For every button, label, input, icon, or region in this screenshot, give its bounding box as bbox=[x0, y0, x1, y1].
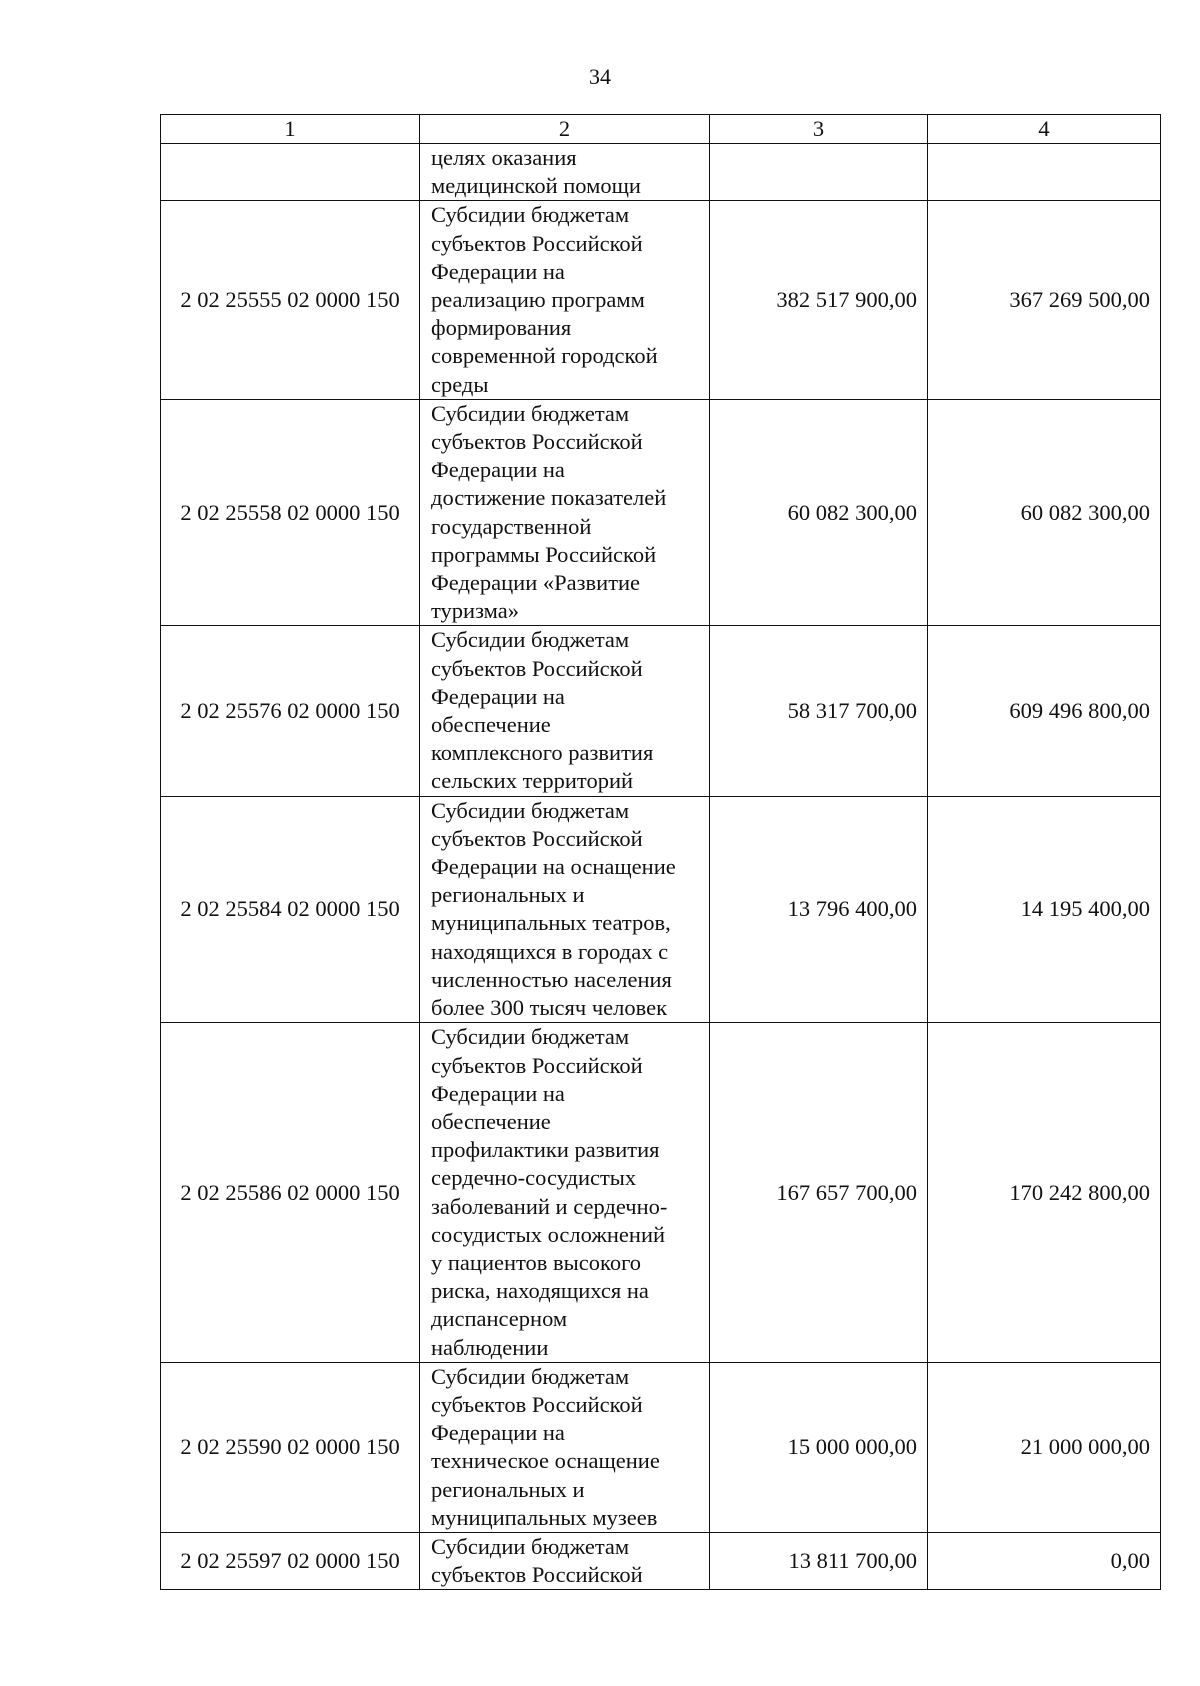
table-row bbox=[161, 796, 1161, 1023]
description-line: субъектов Российской bbox=[431, 655, 643, 681]
header-col-4: 4 bbox=[928, 115, 1161, 144]
table-body bbox=[161, 144, 1161, 1590]
description-line: региональных и bbox=[431, 882, 585, 908]
description-line: достижение показателей bbox=[431, 485, 667, 511]
header-row bbox=[161, 115, 1161, 144]
description-line: муниципальных музеев bbox=[431, 1504, 658, 1530]
description-line: субъектов Российской bbox=[431, 825, 643, 851]
page-number: 34 bbox=[589, 64, 611, 89]
description-line: Субсидии бюджетам bbox=[431, 202, 630, 228]
description-line: риска, находящихся на bbox=[431, 1278, 649, 1304]
description-line: реализацию программ bbox=[431, 287, 645, 313]
row-amount-col-4: 367 269 500,00 bbox=[928, 201, 1161, 399]
table-row bbox=[161, 399, 1161, 626]
table-row bbox=[161, 144, 1161, 201]
header-col-3: 3 bbox=[710, 115, 928, 144]
description-line: медицинской помощи bbox=[431, 173, 641, 199]
row-code: 2 02 25555 02 0000 150 bbox=[161, 201, 420, 399]
description-line: профилактики развития bbox=[431, 1137, 660, 1163]
description-line: современной городской bbox=[431, 343, 658, 369]
row-code: 2 02 25597 02 0000 150 bbox=[161, 1532, 420, 1589]
row-code: 2 02 25558 02 0000 150 bbox=[161, 399, 420, 626]
row-amount-col-3: 382 517 900,00 bbox=[710, 201, 928, 399]
description-line: Субсидии бюджетам bbox=[431, 1533, 630, 1559]
description-line: сосудистых осложнений bbox=[431, 1221, 666, 1247]
table-row bbox=[161, 1532, 1161, 1589]
row-description bbox=[420, 626, 710, 796]
row-description bbox=[420, 796, 710, 1023]
table-row bbox=[161, 626, 1161, 796]
description-line: Субсидии бюджетам bbox=[431, 1363, 630, 1389]
description-line: Федерации на bbox=[431, 683, 565, 709]
row-code: 2 02 25586 02 0000 150 bbox=[161, 1023, 420, 1362]
description-line: Субсидии бюджетам bbox=[431, 1024, 630, 1050]
description-line: наблюдении bbox=[431, 1334, 549, 1360]
row-description bbox=[420, 144, 710, 201]
row-amount-col-3: 13 811 700,00 bbox=[710, 1532, 928, 1589]
description-line: Федерации «Развитие bbox=[431, 570, 641, 596]
description-line: численностью населения bbox=[431, 966, 672, 992]
description-line: комплексного развития bbox=[431, 740, 654, 766]
row-amount-col-4: 14 195 400,00 bbox=[928, 796, 1161, 1023]
header-col-2: 2 bbox=[420, 115, 710, 144]
description-line: диспансерном bbox=[431, 1306, 568, 1332]
row-description bbox=[420, 1532, 710, 1589]
description-line: техническое оснащение bbox=[431, 1448, 660, 1474]
description-line: субъектов Российской bbox=[431, 230, 643, 256]
description-line: находящихся в городах с bbox=[431, 938, 669, 964]
description-line: сердечно-сосудистых bbox=[431, 1165, 637, 1191]
table-row bbox=[161, 1362, 1161, 1532]
row-amount-col-4 bbox=[928, 144, 1161, 201]
description-line: среды bbox=[431, 371, 489, 397]
description-line: субъектов Российской bbox=[431, 1562, 643, 1588]
table-row bbox=[161, 1023, 1161, 1362]
row-amount-col-4: 60 082 300,00 bbox=[928, 399, 1161, 626]
description-line: субъектов Российской bbox=[431, 1391, 643, 1417]
description-line: субъектов Российской bbox=[431, 429, 643, 455]
description-line: Федерации на bbox=[431, 1420, 565, 1446]
row-amount-col-3: 58 317 700,00 bbox=[710, 626, 928, 796]
row-amount-col-3: 60 082 300,00 bbox=[710, 399, 928, 626]
description-line: Федерации на bbox=[431, 1080, 565, 1106]
row-description bbox=[420, 1023, 710, 1362]
row-amount-col-3: 167 657 700,00 bbox=[710, 1023, 928, 1362]
description-line: Федерации на bbox=[431, 457, 565, 483]
description-line: Субсидии бюджетам bbox=[431, 797, 630, 823]
description-line: муниципальных театров, bbox=[431, 910, 671, 936]
row-description bbox=[420, 399, 710, 626]
row-amount-col-4: 0,00 bbox=[928, 1532, 1161, 1589]
description-line: государственной bbox=[431, 513, 592, 539]
description-line: Федерации на bbox=[431, 258, 565, 284]
description-line: региональных и bbox=[431, 1476, 585, 1502]
table-row bbox=[161, 201, 1161, 399]
row-amount-col-4: 609 496 800,00 bbox=[928, 626, 1161, 796]
table-header bbox=[161, 115, 1161, 144]
row-code: 2 02 25584 02 0000 150 bbox=[161, 796, 420, 1023]
description-line: Субсидии бюджетам bbox=[431, 400, 630, 426]
row-amount-col-3 bbox=[710, 144, 928, 201]
budget-revenue-table bbox=[160, 114, 1161, 1590]
row-description bbox=[420, 1362, 710, 1532]
row-amount-col-3: 13 796 400,00 bbox=[710, 796, 928, 1023]
row-code bbox=[161, 144, 420, 201]
row-amount-col-3: 15 000 000,00 bbox=[710, 1362, 928, 1532]
description-line: Федерации на оснащение bbox=[431, 854, 676, 880]
description-line: у пациентов высокого bbox=[431, 1249, 641, 1275]
description-line: сельских территорий bbox=[431, 768, 634, 794]
row-amount-col-4: 170 242 800,00 bbox=[928, 1023, 1161, 1362]
description-line: Субсидии бюджетам bbox=[431, 627, 630, 653]
description-line: туризма» bbox=[431, 598, 519, 624]
description-line: программы Российской bbox=[431, 541, 657, 567]
description-line: формирования bbox=[431, 315, 572, 341]
row-code: 2 02 25590 02 0000 150 bbox=[161, 1362, 420, 1532]
row-code: 2 02 25576 02 0000 150 bbox=[161, 626, 420, 796]
row-description bbox=[420, 201, 710, 399]
description-line: субъектов Российской bbox=[431, 1052, 643, 1078]
description-line: заболеваний и сердечно- bbox=[431, 1193, 668, 1219]
description-line: более 300 тысяч человек bbox=[431, 995, 668, 1021]
description-line: обеспечение bbox=[431, 712, 551, 738]
description-line: обеспечение bbox=[431, 1108, 551, 1134]
header-col-1: 1 bbox=[161, 115, 420, 144]
description-line: целях оказания bbox=[431, 145, 577, 170]
row-amount-col-4: 21 000 000,00 bbox=[928, 1362, 1161, 1532]
